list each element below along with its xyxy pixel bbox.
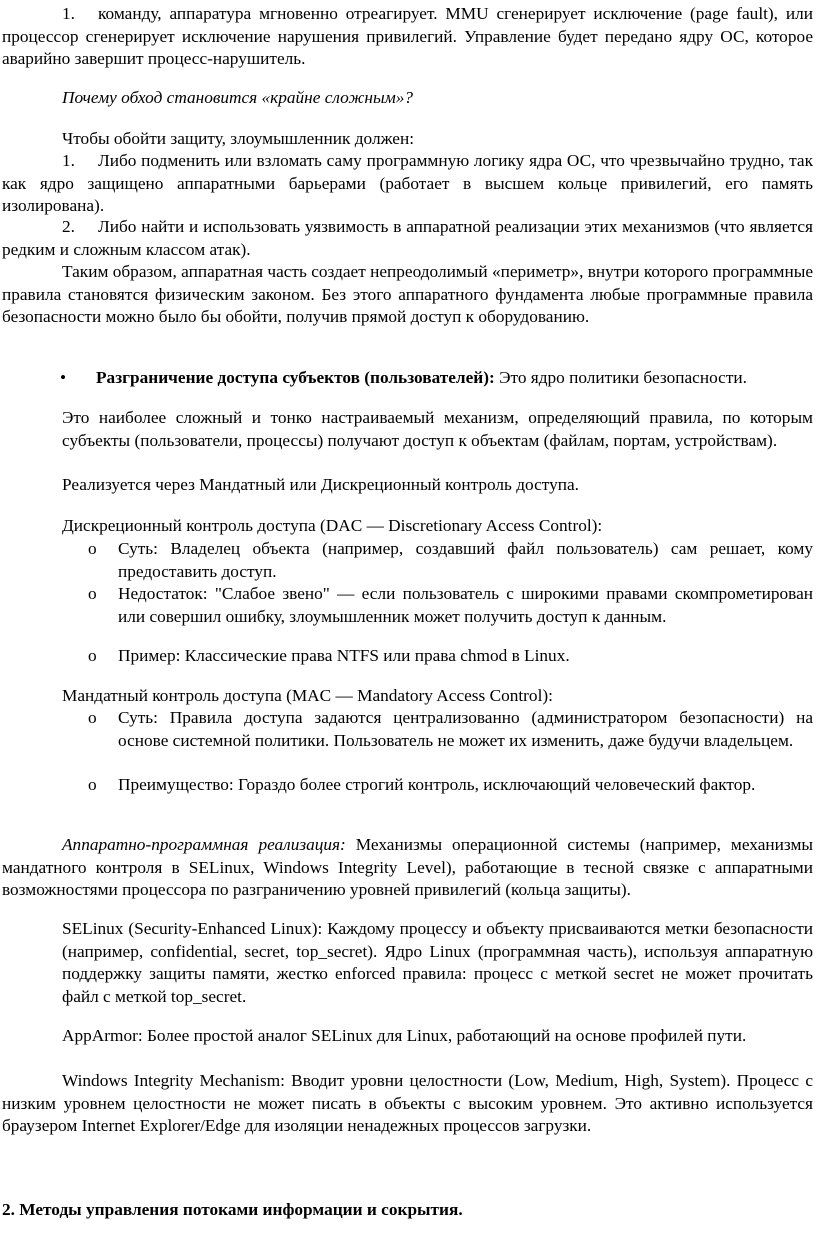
bullet-item xyxy=(0,367,816,391)
list-number: 2. xyxy=(62,217,75,236)
windows-integrity-paragraph: Windows Integrity Mechanism: Вводит уровни целостности (Low, Medium, High, System). Процесс с низким уровнем целостности не может писать в объекты с высоким уровнем. Это активно используется браузером Internet Explorer/Edge для изоляции ненадежных процессов загрузки. xyxy=(2,1071,813,1135)
paragraph-text: команду, аппаратура мгновенно отреагирует. MMU сгенерирует исключение (page fault), или процессор сгенерирует исключение нарушения привилегий. Управление будет передано ядру ОС, которое аварийно завершит процесс-нарушитель. xyxy=(2,4,813,68)
paragraph-continuation xyxy=(2,3,813,71)
list-number: 1. xyxy=(62,151,75,170)
mac-item-essence: Суть: Правила доступа задаются централизованно (администратором безопасности) на основе системной политики. Пользователь не может их изменить, даже будучи владельцем. xyxy=(118,708,813,750)
list-item-2 xyxy=(2,216,813,261)
selinux-paragraph: SELinux (Security-Enhanced Linux): Каждому процессу и объекту присваиваются метки безопасности (например, confidential, secret, top_secret). Ядро Linux (программная часть), используя аппаратную поддержку защиты памяти, жестко enforced правила: процесс с меткой secret не может прочитать файл с меткой top_secret. xyxy=(62,919,813,1006)
list-item-1 xyxy=(2,150,813,218)
apparmor-paragraph: AppArmor: Более простой аналог SELinux для Linux, работающий на основе профилей пути. xyxy=(62,1026,747,1045)
dac-item-example: Пример: Классические права NTFS или права chmod в Linux. xyxy=(118,646,570,665)
intro-paragraph: Чтобы обойти защиту, злоумышленник должен: xyxy=(62,129,415,148)
mechanism-description: Это наиболее сложный и тонко настраиваемый механизм, определяющий правила, по которым субъекты (пользователи, процессы) получают доступ к объектам (файлам, портам, устройствам). xyxy=(62,408,813,450)
conclusion-paragraph: Таким образом, аппаратная часть создает непреодолимый «периметр», внутри которого программные правила становятся физическим законом. Без этого аппаратного фундамента любые программные правила безопасности можно было бы обойти, получив прямой доступ к оборудованию. xyxy=(2,262,813,326)
bullet-text xyxy=(96,367,813,390)
list-item-text: Либо подменить или взломать саму программную логику ядра ОС, что чрезвычайно трудно, так как ядро защищено аппаратными барьерами (работает в высшем кольце привилегий, его память изолирована). xyxy=(2,151,813,215)
bullet-rest: Это ядро политики безопасности. xyxy=(494,368,747,387)
question-heading: Почему обход становится «крайне сложным»? xyxy=(62,88,414,107)
dac-item-drawback: Недостаток: "Слабое звено" — если пользователь с широкими правами скомпрометирован или совершил ошибку, злоумышленник может получить доступ к данным. xyxy=(118,584,813,626)
list-marker: o xyxy=(88,775,97,794)
list-marker: o xyxy=(88,584,97,603)
dac-list xyxy=(0,538,816,668)
mac-item-advantage: Преимущество: Гораздо более строгий контроль, исключающий человеческий фактор. xyxy=(118,775,756,794)
section-heading: 2. Методы управления потоками информации и сокрытия. xyxy=(2,1200,463,1219)
mac-title: Мандатный контроль доступа (MAC — Mandatory Access Control): xyxy=(62,686,553,705)
mac-list xyxy=(0,707,816,797)
dac-title: Дискреционный контроль доступа (DAC — Discretionary Access Control): xyxy=(62,516,603,535)
hw-sw-text: Механизмы операционной системы (например, механизмы мандатного контроля в SELinux, Windows Integrity Level), работающие в тесной связке с аппаратными возможностями процессора по разграничению уровней привилегий (кольца защиты). xyxy=(2,835,813,899)
list-marker: o xyxy=(88,646,97,665)
hw-sw-label: Аппаратно-программная реализация: xyxy=(62,835,346,854)
bullet-marker: • xyxy=(60,368,67,387)
list-number: 1. xyxy=(62,4,75,23)
dac-item-essence: Суть: Владелец объекта (например, создавший файл пользователь) сам решает, кому предоставить доступ. xyxy=(118,539,813,581)
list-marker: o xyxy=(88,539,97,558)
bullet-bold-label: Разграничение доступа субъектов (пользователей): xyxy=(96,368,495,387)
list-item-text: Либо найти и использовать уязвимость в аппаратной реализации этих механизмов (что является редким и сложным классом атак). xyxy=(2,217,813,259)
mechanism-implementation: Реализуется через Мандатный или Дискреционный контроль доступа. xyxy=(62,475,579,494)
hw-sw-paragraph xyxy=(2,834,813,902)
list-marker: o xyxy=(88,708,97,727)
